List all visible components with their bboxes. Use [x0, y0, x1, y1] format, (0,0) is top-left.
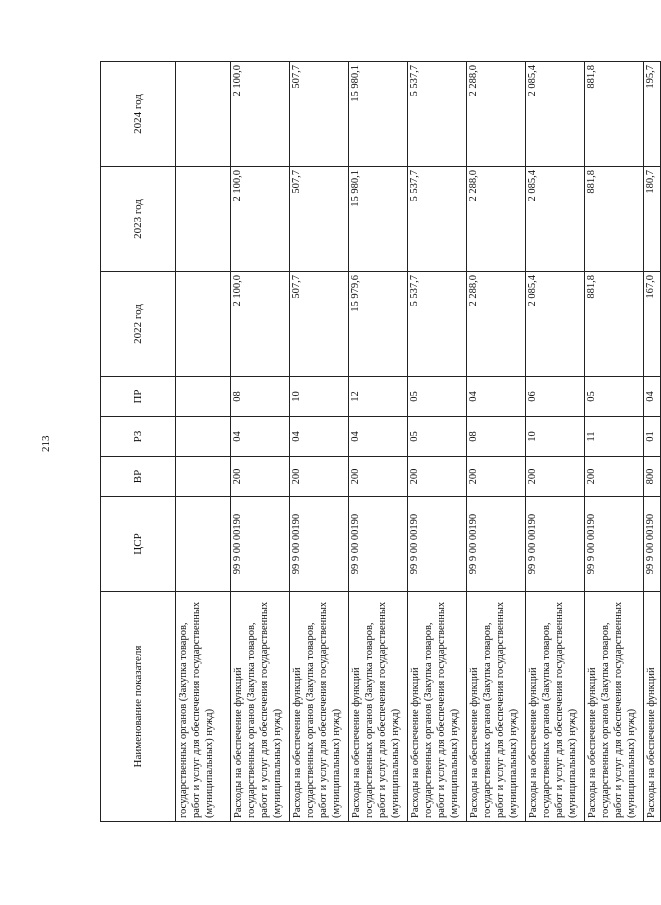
cell-pr: 04: [467, 377, 526, 417]
cell-name: Расходы на обеспечение функций государственных органов (Закупка товаров, работ и услуг для обеспечения государственных (муниципальных) нужд): [231, 592, 290, 822]
budget-table-container: [100, 62, 657, 822]
cell-csr: 99 9 00 00190: [349, 497, 408, 592]
cell-vr: 200: [231, 457, 290, 497]
cell-vr: 200: [290, 457, 349, 497]
cell-2022: 15 979,6: [349, 272, 408, 377]
cell-vr: 200: [467, 457, 526, 497]
cell-pr: 05: [585, 377, 644, 417]
table-row: [290, 62, 349, 822]
cell-csr: 99 9 00 00190: [231, 497, 290, 592]
cell-2023: 2 100,0: [231, 167, 290, 272]
cell-2024: 5 537,7: [408, 62, 467, 167]
cell-vr: 200: [526, 457, 585, 497]
cell-pr: 06: [526, 377, 585, 417]
cell-rz: 05: [408, 417, 467, 457]
cell-csr: 99 9 00 00190: [526, 497, 585, 592]
cell-2024: 2 085,4: [526, 62, 585, 167]
cell-csr: 99 9 00 00190: [644, 497, 661, 592]
cell-2023: 15 980,1: [349, 167, 408, 272]
cell-pr: 08: [231, 377, 290, 417]
cell-name: Расходы на обеспечение функций: [644, 592, 661, 822]
cell-2022: 507,7: [290, 272, 349, 377]
cell-pr: 10: [290, 377, 349, 417]
table-row: [349, 62, 408, 822]
cell-name: Расходы на обеспечение функций государственных органов (Закупка товаров, работ и услуг для обеспечения государственных (муниципальных) нужд): [408, 592, 467, 822]
cell-csr: [176, 497, 231, 592]
table-row: [644, 62, 661, 822]
cell-2023: [176, 167, 231, 272]
cell-name: Расходы на обеспечение функций государственных органов (Закупка товаров, работ и услуг для обеспечения государственных (муниципальных) нужд): [349, 592, 408, 822]
cell-vr: 200: [408, 457, 467, 497]
cell-pr: 12: [349, 377, 408, 417]
cell-vr: 800: [644, 457, 661, 497]
cell-2023: 180,7: [644, 167, 661, 272]
cell-2022: 167,0: [644, 272, 661, 377]
cell-rz: 04: [349, 417, 408, 457]
budget-table: [100, 61, 661, 822]
cell-csr: 99 9 00 00190: [290, 497, 349, 592]
table-row: [231, 62, 290, 822]
header-rz: РЗ: [101, 417, 176, 457]
cell-2022: 881,8: [585, 272, 644, 377]
cell-2024: 15 980,1: [349, 62, 408, 167]
header-2022: 2022 год: [101, 272, 176, 377]
table-row: [176, 62, 231, 822]
cell-2024: 507,7: [290, 62, 349, 167]
cell-name: Расходы на обеспечение функций государственных органов (Закупка товаров, работ и услуг для обеспечения государственных (муниципальных) нужд): [526, 592, 585, 822]
cell-csr: 99 9 00 00190: [585, 497, 644, 592]
cell-2023: 2 288,0: [467, 167, 526, 272]
cell-rz: 04: [290, 417, 349, 457]
table-row: [526, 62, 585, 822]
cell-pr: 05: [408, 377, 467, 417]
cell-rz: 08: [467, 417, 526, 457]
cell-2024: 195,7: [644, 62, 661, 167]
cell-2024: 2 288,0: [467, 62, 526, 167]
table-header-row: [101, 62, 176, 822]
cell-name: Расходы на обеспечение функций государственных органов (Закупка товаров, работ и услуг для обеспечения государственных (муниципальных) нужд): [290, 592, 349, 822]
cell-rz: 04: [231, 417, 290, 457]
header-2024: 2024 год: [101, 62, 176, 167]
cell-2022: 2 100,0: [231, 272, 290, 377]
table-row: [408, 62, 467, 822]
table-row: [467, 62, 526, 822]
header-name: Наименование показателя: [101, 592, 176, 822]
cell-2023: 2 085,4: [526, 167, 585, 272]
cell-2023: 881,8: [585, 167, 644, 272]
cell-2022: 5 537,7: [408, 272, 467, 377]
cell-2024: [176, 62, 231, 167]
cell-2023: 5 537,7: [408, 167, 467, 272]
page-number: 213: [40, 435, 52, 452]
cell-2022: [176, 272, 231, 377]
cell-rz: 01: [644, 417, 661, 457]
cell-csr: 99 9 00 00190: [408, 497, 467, 592]
cell-csr: 99 9 00 00190: [467, 497, 526, 592]
cell-name: государственных органов (Закупка товаров, работ и услуг для обеспечения государственных (муниципальных) нужд): [176, 592, 231, 822]
cell-vr: [176, 457, 231, 497]
cell-2022: 2 288,0: [467, 272, 526, 377]
cell-2023: 507,7: [290, 167, 349, 272]
header-csr: ЦСР: [101, 497, 176, 592]
cell-2024: 2 100,0: [231, 62, 290, 167]
cell-vr: 200: [349, 457, 408, 497]
cell-2024: 881,8: [585, 62, 644, 167]
cell-pr: 04: [644, 377, 661, 417]
header-vr: ВР: [101, 457, 176, 497]
cell-rz: [176, 417, 231, 457]
table-row: [585, 62, 644, 822]
header-pr: ПР: [101, 377, 176, 417]
cell-name: Расходы на обеспечение функций государственных органов (Закупка товаров, работ и услуг для обеспечения государственных (муниципальных) нужд): [585, 592, 644, 822]
cell-vr: 200: [585, 457, 644, 497]
header-2023: 2023 год: [101, 167, 176, 272]
cell-rz: 11: [585, 417, 644, 457]
cell-name: Расходы на обеспечение функций государственных органов (Закупка товаров, работ и услуг для обеспечения государственных (муниципальных) нужд): [467, 592, 526, 822]
cell-pr: [176, 377, 231, 417]
cell-2022: 2 085,4: [526, 272, 585, 377]
cell-rz: 10: [526, 417, 585, 457]
